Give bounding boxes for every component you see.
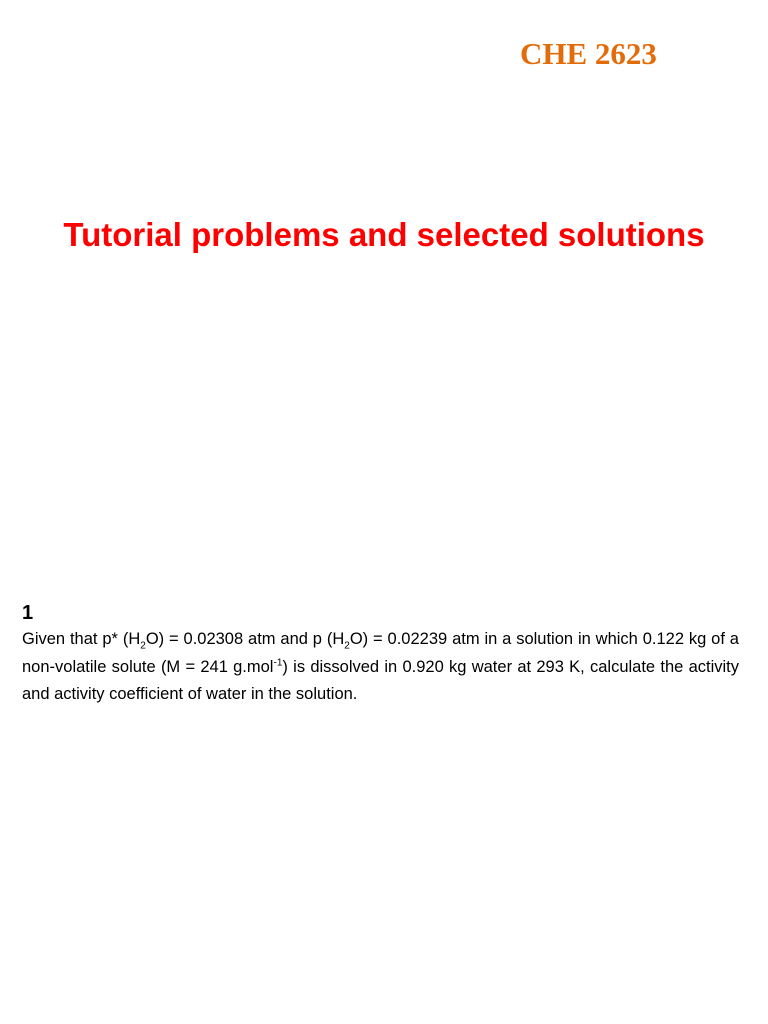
subscript: 2	[140, 640, 146, 652]
subscript: 2	[344, 640, 350, 652]
problem-block	[22, 600, 739, 725]
page-title: Tutorial problems and selected solutions	[63, 216, 705, 253]
problem-statement	[22, 626, 739, 709]
problem-text-part: ) is dissolved in 0.920 kg water at 293 K, calculate the activity and activity coefficient of water in the solution.	[22, 657, 740, 703]
problem-text-part: O) = 0.02239 atm in a solution in which 0.122 kg of a non-volatile solute (M = 241 g.mol	[22, 630, 739, 676]
course-code: CHE 2623	[520, 36, 657, 71]
superscript: -1	[273, 657, 283, 668]
problem-text-part: O) = 0.02308 atm and p (H	[145, 630, 345, 648]
problem-number: 1	[22, 602, 34, 624]
problem-text-part: Given that p* (H	[22, 630, 141, 648]
